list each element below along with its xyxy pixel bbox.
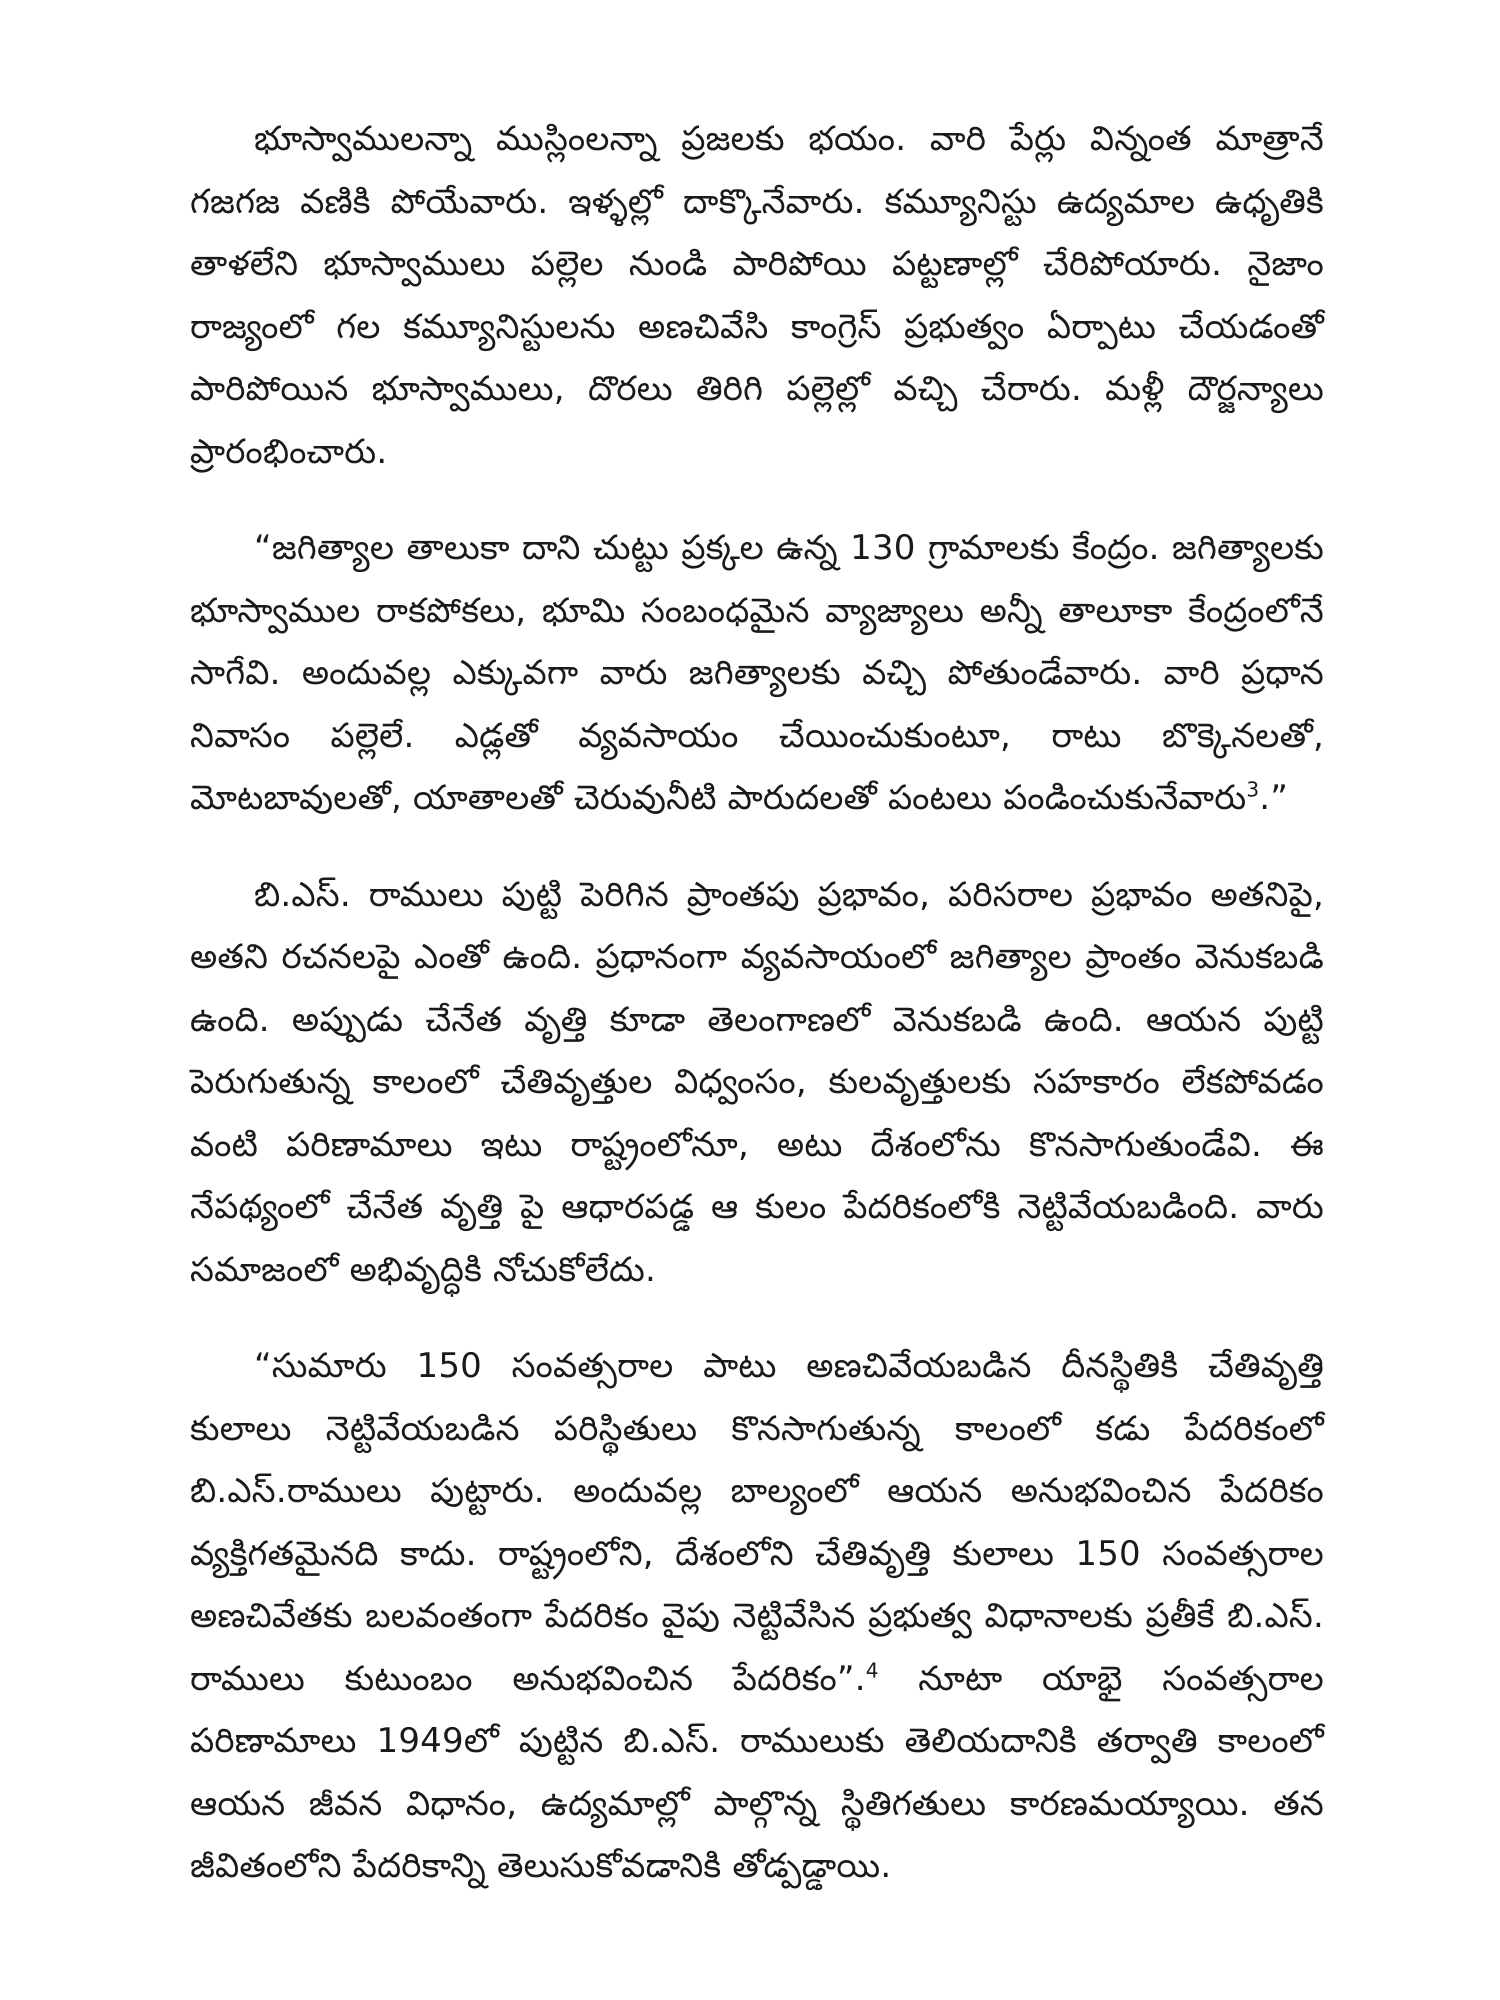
paragraph-text: భూస్వాములన్నా ముస్లింలన్నా ప్రజలకు భయం. వారి పేర్లు విన్నంత మాత్రానే గజగజ వణికి పోయేవారు. ఇళ్ళల్లో దాక్కొనేవారు. కమ్యూనిస్టు ఉద్యమాల ఉధృతికి తాళలేని భూస్వాములు పల్లెల నుండి పారిపోయి పట్టణాల్లో చేరిపోయారు. నైజాం రాజ్యంలో గల కమ్యూనిస్టులను అణచివేసి కాంగ్రెస్ ప్రభుత్వం ఏర్పాటు చేయడంతో పారిపోయిన భూస్వాములు, దొరలు తిరిగి పల్లెల్లో వచ్చి చేరారు. మళ్లీ దౌర్జన్యాలు ప్రారంభించారు. xyxy=(190,119,1324,472)
paragraph-continuation: నూటా యాభై సంవత్సరాల పరిణామాలు 1949లో పుట్టిన బి.ఎస్. రాములుకు తెలియదానికి తర్వాతి కాలంలో ఆయన జీవన విధానం, ఉద్యమాల్లో పాల్గొన్న స్థితిగతులు కారణమయ్యాయి. తన జీవితంలోని పేదరికాన్ని తెలుసుకోవడానికి తోడ్పడ్డాయి. xyxy=(190,1658,1324,1886)
paragraph-jagtial-quote xyxy=(190,517,1324,830)
paragraph-text: “జగిత్యాల తాలుకా దాని చుట్టు ప్రక్కల ఉన్న 130 గ్రామాలకు కేంద్రం. జగిత్యాలకు భూస్వాముల రాకపోకలు, భూమి సంబంధమైన వ్యాజ్యాలు అన్నీ తాలూకా కేంద్రంలోనే సాగేవి. అందువల్ల ఎక్కువగా వారు జగిత్యాలకు వచ్చి పోతుండేవారు. వారి ప్రధాన నివాసం పల్లెలే. ఎడ్లతో వ్యవసాయం చేయించుకుంటూ, రాటు బొక్కెనలతో, మోటబావులతో, యాతాలతో చెరువునీటి పారుదలతో పంటలు పండించుకునేవారు xyxy=(190,528,1324,818)
footnote-marker: 3 xyxy=(1246,777,1260,802)
paragraph-region-influence xyxy=(190,864,1324,1302)
paragraph-text: “సుమారు 150 సంవత్సరాల పాటు అణచివేయబడిన దీనస్థితికి చేతివృత్తి కులాలు నెట్టివేయబడిన పరిస్థితులు కొనసాగుతున్న కాలంలో కడు పేదరికంలో బి.ఎస్.రాములు పుట్టారు. అందువల్ల బాల్యంలో ఆయన అనుభవించిన పేదరికం వ్యక్తిగతమైనది కాదు. రాష్ట్రంలోని, దేశంలోని చేతివృత్తి కులాలు 150 సంవత్సరాల అణచివేతకు బలవంతంగా పేదరికం వైపు నెట్టివేసిన ప్రభుత్వ విధానాలకు ప్రతీకే బి.ఎస్. రాములు కుటుంబం అనుభవించిన పేదరికం”. xyxy=(190,1346,1324,1699)
quote-closing: .” xyxy=(1259,778,1289,818)
paragraph-text: బి.ఎస్. రాములు పుట్టి పెరిగిన ప్రాంతపు ప్రభావం, పరిసరాల ప్రభావం అతనిపై, అతని రచనలపై ఎంతో ఉంది. ప్రధానంగా వ్యవసాయంలో జగిత్యాల ప్రాంతం వెనుకబడి ఉంది. అప్పుడు చేనేత వృత్తి కూడా తెలంగాణలో వెనుకబడి ఉంది. ఆయన పుట్టి పెరుగుతున్న కాలంలో చేతివృత్తుల విధ్వంసం, కులవృత్తులకు సహకారం లేకపోవడం వంటి పరిణామాలు ఇటు రాష్ట్రంలోనూ, అటు దేశంలోను కొనసాగుతుండేవి. ఈ నేపథ్యంలో చేనేత వృత్తి పై ఆధారపడ్డ ఆ కులం పేదరికంలోకి నెట్టివేయబడింది. వారు సమాజంలో అభివృద్ధికి నోచుకోలేదు. xyxy=(190,874,1324,1290)
paragraph-landlords-fear xyxy=(190,108,1324,483)
paragraph-poverty-quote xyxy=(190,1335,1324,1898)
footnote-marker: 4 xyxy=(865,1658,879,1683)
